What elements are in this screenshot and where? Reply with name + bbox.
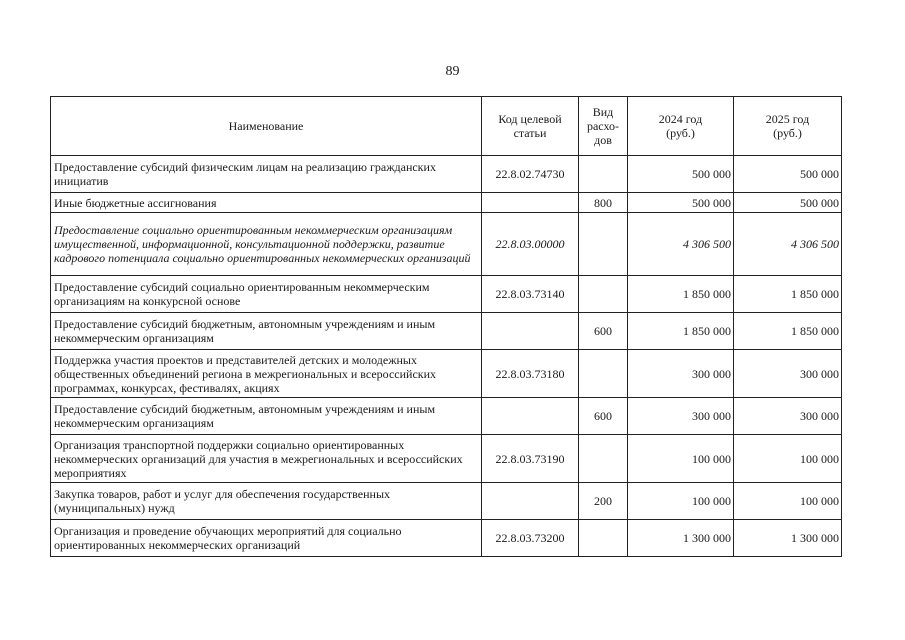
header-code-line1: Код целевой: [498, 112, 562, 126]
row-name: Предоставление субсидий бюджетным, автономным учреждениям и иным некоммерческим организациям: [51, 313, 482, 350]
header-name: [51, 97, 482, 156]
row-kind: [579, 435, 628, 483]
table-row: [51, 276, 842, 313]
budget-table: [50, 96, 842, 557]
row-code: 22.8.03.73200: [482, 520, 579, 557]
table-row: [51, 520, 842, 557]
row-name: Предоставление субсидий физическим лицам на реализацию гражданских инициатив: [51, 156, 482, 193]
row-amount-2025: 100 000: [734, 483, 842, 520]
row-amount-2025: 1 300 000: [734, 520, 842, 557]
row-amount-2025: 300 000: [734, 350, 842, 398]
row-amount-2025: 500 000: [734, 193, 842, 213]
row-code: [482, 193, 579, 213]
row-kind: [579, 156, 628, 193]
row-amount-2025: 1 850 000: [734, 276, 842, 313]
row-amount-2025: 1 850 000: [734, 313, 842, 350]
table-row: [51, 398, 842, 435]
row-amount-2024: 1 850 000: [628, 276, 734, 313]
row-amount-2024: 4 306 500: [628, 213, 734, 276]
row-name: Поддержка участия проектов и представителей детских и молодежных общественных объединений региона в межрегиональных и всероссийских программах, конкурсах, фестивалях, акциях: [51, 350, 482, 398]
row-code: [482, 483, 579, 520]
row-amount-2025: 4 306 500: [734, 213, 842, 276]
header-2024: [628, 97, 734, 156]
row-amount-2025: 100 000: [734, 435, 842, 483]
row-name: Закупка товаров, работ и услуг для обеспечения государственных (муниципальных) нужд: [51, 483, 482, 520]
header-2025: [734, 97, 842, 156]
row-kind: 800: [579, 193, 628, 213]
row-kind: 600: [579, 398, 628, 435]
row-name: Организация и проведение обучающих мероприятий для социально ориентированных некоммерческих организаций: [51, 520, 482, 557]
row-kind: [579, 350, 628, 398]
header-2024-line2: (руб.): [666, 126, 695, 140]
header-kind-line1: Вид: [592, 105, 614, 119]
row-code: [482, 313, 579, 350]
row-code: 22.8.02.74730: [482, 156, 579, 193]
header-kind-line3: дов: [594, 133, 612, 147]
row-code: [482, 398, 579, 435]
table-row: [51, 483, 842, 520]
header-2025-line2: (руб.): [773, 126, 802, 140]
row-amount-2024: 100 000: [628, 435, 734, 483]
header-kind: [579, 97, 628, 156]
row-kind: 200: [579, 483, 628, 520]
table-row: [51, 213, 842, 276]
row-amount-2024: 500 000: [628, 156, 734, 193]
row-code: 22.8.03.73190: [482, 435, 579, 483]
row-amount-2025: 500 000: [734, 156, 842, 193]
header-2025-line1: 2025 год: [765, 112, 810, 126]
row-name: Предоставление субсидий бюджетным, автономным учреждениям и иным некоммерческим организациям: [51, 398, 482, 435]
row-name: Предоставление субсидий социально ориентированным некоммерческим организациям на конкурсной основе: [51, 276, 482, 313]
row-amount-2025: 300 000: [734, 398, 842, 435]
table-row: [51, 156, 842, 193]
row-code: 22.8.03.73180: [482, 350, 579, 398]
header-kind-line2: расхо-: [586, 119, 620, 133]
header-code-line2: статьи: [513, 126, 547, 140]
row-name: Организация транспортной поддержки социально ориентированных некоммерческих организаций для участия в межрегиональных и всероссийских мероприятиях: [51, 435, 482, 483]
row-amount-2024: 1 850 000: [628, 313, 734, 350]
row-kind: [579, 213, 628, 276]
row-amount-2024: 300 000: [628, 398, 734, 435]
row-kind: [579, 276, 628, 313]
row-code: 22.8.03.73140: [482, 276, 579, 313]
header-name-label: Наименование: [228, 119, 304, 133]
row-amount-2024: 1 300 000: [628, 520, 734, 557]
header-2024-line1: 2024 год: [658, 112, 703, 126]
table-row: [51, 313, 842, 350]
table-row: [51, 350, 842, 398]
header-code: [482, 97, 579, 156]
row-code: 22.8.03.00000: [482, 213, 579, 276]
row-name: Предоставление социально ориентированным некоммерческим организациям имущественной, информационной, консультационной поддержки, развитие кадрового потенциала социально ориентированных некоммерческих организаций: [51, 213, 482, 276]
table-header-row: [51, 97, 842, 156]
table-row: [51, 193, 842, 213]
page-number: 89: [445, 64, 460, 79]
row-kind: 600: [579, 313, 628, 350]
table-row: [51, 435, 842, 483]
row-name: Иные бюджетные ассигнования: [51, 193, 482, 213]
row-amount-2024: 300 000: [628, 350, 734, 398]
row-amount-2024: 500 000: [628, 193, 734, 213]
row-kind: [579, 520, 628, 557]
row-amount-2024: 100 000: [628, 483, 734, 520]
